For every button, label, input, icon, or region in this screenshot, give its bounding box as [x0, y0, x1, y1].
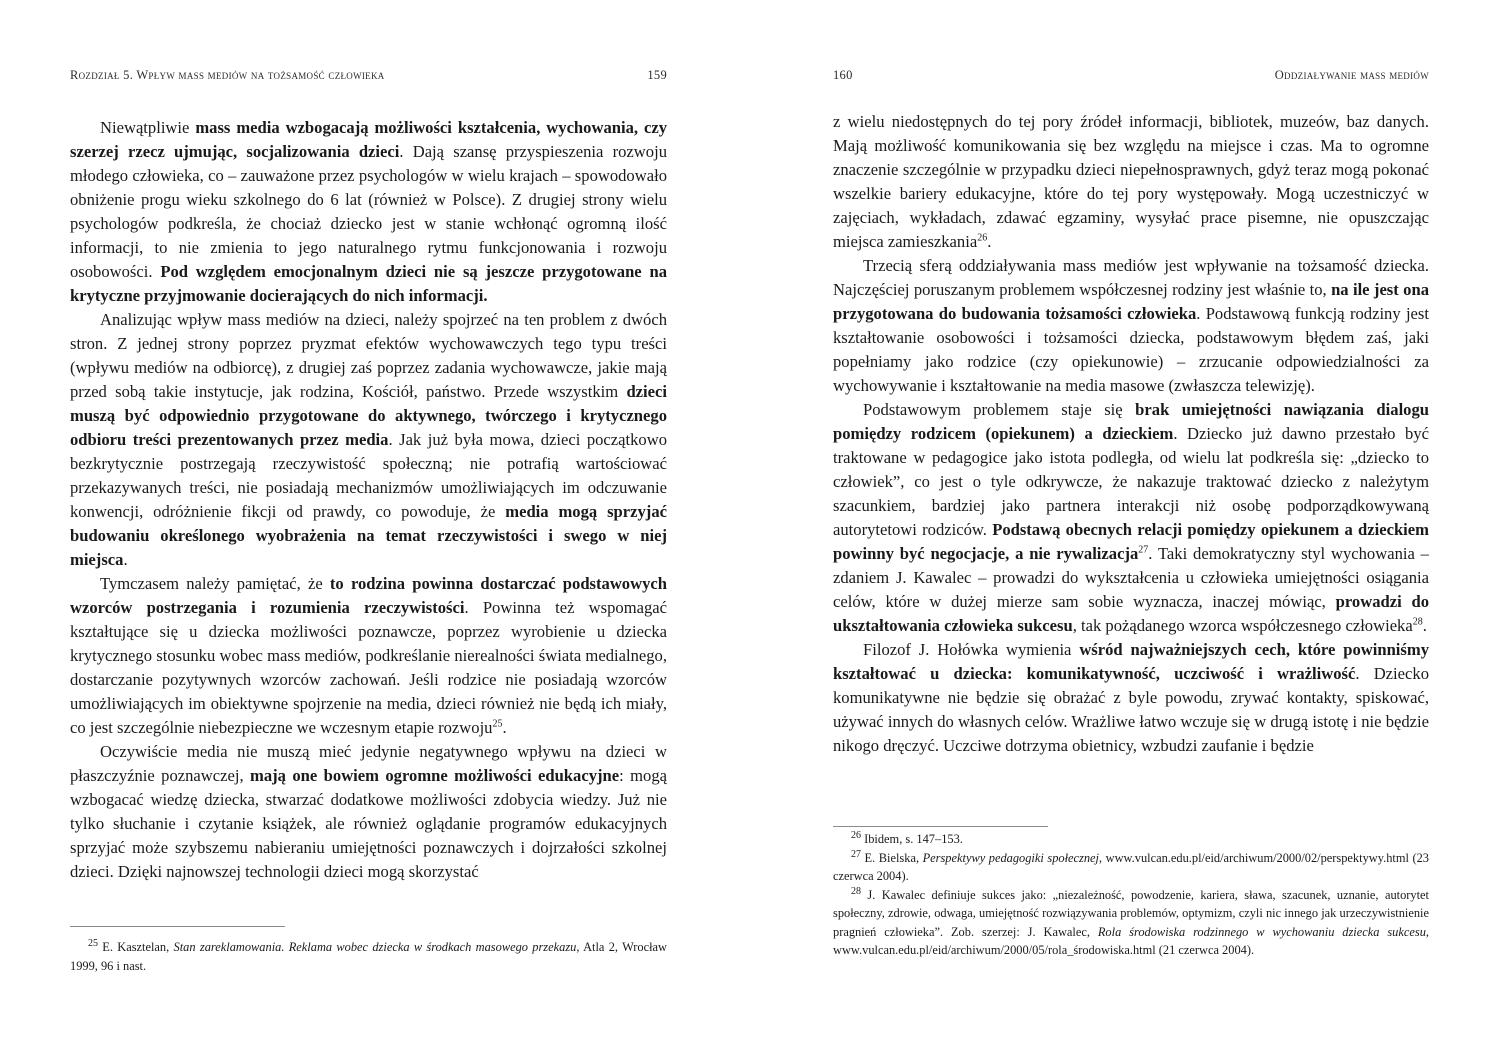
text-run: . — [987, 232, 992, 251]
paragraph — [70, 116, 667, 308]
text-run: . Dają szansę przyspieszenia rozwoju młodego człowieka, co – zauważone przez psychologów w wielu krajach – spowodowało obniżenie progu wieku szkolnego do 6 lat (również w Polsce). Z drugiej strony wielu psychologów podkreśla, że chociaż dziecko jest w stanie wchłonąć ogromną ilość informacji, to nie zmienia to jego naturalnego rytmu funkcjonowania i rozwoju osobowości. — [70, 142, 667, 281]
paragraph — [833, 638, 1429, 758]
text-run: Analizując wpływ mass mediów na dzieci, należy spojrzeć na ten problem z dwóch stron. Z jednej strony poprzez pryzmat efektów wychowawczych tego typu treści (wpływu mediów na odbiorcę), z drugiej zaś poprzez zadania wychowawcze, jakie mają przed sobą takie instytucje, jak rodzina, Kościół, państwo. Przede wszystkim — [70, 310, 667, 401]
left-running-head — [70, 68, 667, 88]
right-running-head-title: Oddziaływanie mass mediów — [1274, 68, 1429, 82]
footnote-reference: 28 — [851, 885, 861, 897]
left-body-text — [70, 116, 667, 884]
footnote — [833, 830, 1429, 849]
bold-text: prowadzi do ukształtowania człowieka sukcesu — [833, 592, 1430, 635]
footnote — [833, 886, 1429, 960]
text-run: . Jak już była mowa, dzieci początkowo bezkrytycznie postrzegają rzeczywistość społeczną; nie potrafią wartościować przekazywanych treści, nie posiadają mechanizmów umożliwiających im odczuwanie konwencji, odróżnienie fikcji od prawdy, co powoduje, że — [70, 430, 667, 521]
text-run: . Podstawową funkcją rodziny jest kształtowanie osobowości i tożsamości dziecka, podstawowym błędem zaś, jaki popełniamy jako rodzice (czy opiekunowie) – zrzucanie odpowiedzialności za wychowywanie i kształtowanie na media masowe (zwłaszcza telewizję). — [833, 304, 1429, 395]
paragraph — [70, 308, 667, 572]
left-running-head-title: Rozdział 5. Wpływ mass mediów na tożsamość człowieka — [70, 68, 385, 82]
text-run: . — [1422, 616, 1427, 635]
right-page — [833, 0, 1429, 1061]
left-page — [70, 0, 667, 1061]
text-run: , www.vulcan.edu.pl/eid/archiwum/2000/02/perspektywy.html (23 czerwca 2004). — [833, 850, 1429, 883]
right-footnote-divider — [833, 826, 1048, 827]
text-run: . Powinna też wspomagać kształtujące się u dziecka możliwości poznawcze, poprzez wyrobienie u dziecka krytycznego stosunku wobec mass mediów, podkreślanie nierealności świata medialnego, dostarczanie pozytywnych wzorców zachowań. Jeśli rodzice nie posiadają wzorców umożliwiających im obiektywne spojrzenie na media, dzieci również nie będą ich miały, co jest szczególnie niebezpieczne we wczesnym etapie rozwoju — [70, 598, 667, 737]
bold-text: brak umiejętności nawiązania dialogu pomiędzy rodzicem (opiekunem) a dzieckiem — [833, 400, 1429, 443]
italic-text: Stan zareklamowania. Reklama wobec dziecka w środkach masowego przekazu — [173, 940, 577, 954]
bold-text: Pod względem emocjonalnym dzieci nie są jeszcze przygotowane na krytyczne przyjmowanie docierających do nich informacji. — [70, 262, 667, 305]
bold-text: na ile jest ona przygotowana do budowania tożsamości człowieka — [833, 280, 1429, 323]
text-run: , Atla 2, Wrocław 1999, 96 i nast. — [70, 940, 667, 973]
left-footnote-divider — [70, 926, 285, 927]
footnote-reference: 27 — [1138, 544, 1149, 556]
footnote-reference: 26 — [851, 829, 861, 841]
bold-text: to rodzina powinna dostarczać podstawowych wzorców postrzegania i rozumienia rzeczywistości — [70, 574, 667, 617]
text-run: Filozof J. Hołówka wymienia — [863, 640, 1080, 659]
italic-text: Rola środowiska rodzinnego w wychowaniu dziecka sukcesu — [1097, 924, 1426, 939]
footnote-reference: 25 — [88, 937, 98, 949]
text-run: J. Kawalec definiuje sukces jako: „niezależność, powodzenie, kariera, sława, szacunek, uznanie, autorytet społeczny, zdrowie, odwaga, umiejętność rozwiązywania problemów, optymizm, czyli nic innego jak urzeczywistnienie pragnień człowieka”. Zob. szerzej: J. Kawalec, — [833, 887, 1429, 939]
text-run: E. Bielska, — [861, 850, 923, 865]
text-run: E. Kasztelan, — [98, 940, 174, 954]
bold-text: Podstawą obecnych relacji pomiędzy opiekunem a dzieckiem powinny być negocjacje, a nie rywalizacja — [833, 520, 1429, 563]
footnote-reference: 28 — [1412, 616, 1423, 628]
right-body-text — [833, 110, 1429, 758]
italic-text: Perspektywy pedagogiki społecznej — [922, 850, 1099, 865]
text-run: Oczywiście media nie muszą mieć jedynie negatywnego wpływu na dzieci w płaszczyźnie poznawczej, — [70, 742, 667, 785]
bold-text: mass media wzbogacają możliwości kształcenia, wychowania, czy szerzej rzecz ujmując, socjalizowania dzieci — [70, 118, 667, 161]
bold-text: media mogą sprzyjać budowaniu określonego wyobrażenia na temat rzeczywistości i swego w niej miejsca — [70, 502, 667, 569]
text-run: Niewątpliwie — [100, 118, 196, 137]
footnote-reference: 26 — [977, 232, 988, 244]
text-run: Podstawowym problemem staje się — [863, 400, 1136, 419]
bold-text: mają one bowiem ogromne możliwości edukacyjne — [250, 766, 620, 785]
footnote — [833, 849, 1429, 886]
text-run: z wielu niedostępnych do tej pory źródeł informacji, bibliotek, muzeów, baz danych. Mają możliwość komunikowania się bez względu na miejsce i czas. Ma to ogromne znaczenie szczególnie w przypadku dzieci niepełnosprawnych, gdyż teraz mogą pokonać wszelkie bariery edukacyjne, które do tej pory występowały. Mogą uczestniczyć w zajęciach, wykładach, zdawać egzaminy, wysyłać prace pisemne, nie opuszczając miejsca zamieszkania — [833, 112, 1429, 251]
text-run: . — [123, 550, 128, 569]
text-run: . Dziecko już dawno przestało być traktowane w pedagogice jako istota podległa, od wielu lat podkreśla się: „dziecko to człowiek”, co jest o tyle odkrywcze, że nakazuje traktować dziecko z należytym szacunkiem, bardziej jako partnera interakcji niż osobę podporządkowywaną autorytetowi rodziców. — [833, 424, 1429, 539]
right-page-number: 160 — [833, 68, 853, 82]
text-run: , www.vulcan.edu.pl/eid/archiwum/2000/05/rola_środowiska.html (21 czerwca 2004). — [833, 924, 1429, 957]
right-footnotes — [833, 830, 1429, 960]
footnote — [70, 938, 667, 975]
paragraph — [70, 572, 667, 740]
right-running-head — [833, 68, 1429, 88]
text-run: Trzecią sferą oddziaływania mass mediów jest wpływanie na tożsamość dziecka. Najczęściej poruszanym problemem współczesnej rodziny jest właśnie to, — [833, 256, 1429, 299]
text-run: . Dziecko komunikatywne nie będzie się obrażać z byle powodu, zrywać kontakty, spiskować, używać innych do własnych celów. Wrażliwe łatwo wczuje się w drugą istotę i nie będzie nikogo dręczyć. Uczciwe dotrzyma obietnicy, wzbudzi zaufanie i będzie — [833, 664, 1429, 755]
footnote-reference: 25 — [492, 718, 503, 730]
text-run: . — [502, 718, 507, 737]
text-run: Tymczasem należy pamiętać, że — [100, 574, 330, 593]
text-run: , tak pożądanego wzorca współczesnego człowieka — [1072, 616, 1413, 635]
text-run: : mogą wzbogacać wiedzę dziecka, stwarzać dodatkowe możliwości zdobycia wiedzy. Już nie tylko słuchanie i czytanie książek, ale również oglądanie programów edukacyjnych sprzyjać może szybszemu nabieraniu umiejętności poznawczych i dojrzałości szkolnej dzieci. Dzięki najnowszej technologii dzieci mogą skorzystać — [70, 766, 668, 881]
left-page-number: 159 — [647, 68, 667, 82]
bold-text: dzieci muszą być odpowiednio przygotowane do aktywnego, twórczego i krytycznego odbioru treści prezentowanych przez media — [70, 382, 667, 449]
bold-text: wśród najważniejszych cech, które powinniśmy kształtować u dziecka: komunikatywność, uczciwość i wrażliwość — [833, 640, 1429, 683]
left-footnotes — [70, 938, 667, 975]
paragraph — [833, 398, 1429, 638]
footnote-reference: 27 — [851, 848, 861, 860]
paragraph — [70, 740, 667, 884]
paragraph — [833, 110, 1429, 254]
paragraph — [833, 254, 1429, 398]
text-run: . Taki demokratyczny styl wychowania – zdaniem J. Kawalec – prowadzi do wykształcenia u człowieka umiejętności osiągania celów, które w dużej mierze sam sobie wyznacza, inaczej mówiąc, — [833, 544, 1429, 611]
text-run: Ibidem, s. 147–153. — [861, 832, 963, 846]
